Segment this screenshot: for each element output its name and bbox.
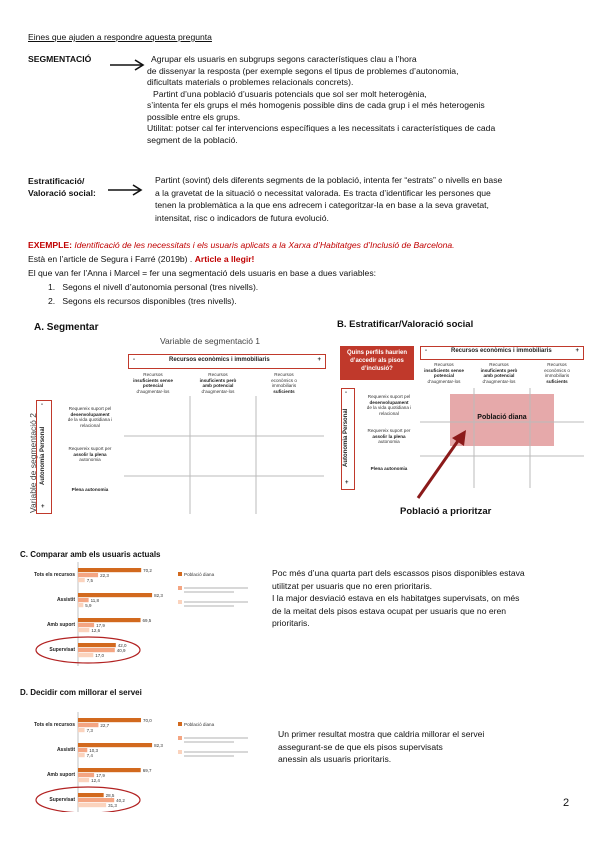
bar-value-label: 11,8 <box>90 597 100 603</box>
bar-value-label: 12,6 <box>91 627 101 633</box>
resources-header-box: - Recursos econòmics i immobiliaris + <box>420 346 584 360</box>
bar-value-label: 17,0 <box>95 652 105 658</box>
figure-d-title: D. Decidir com millorar el servei <box>20 688 142 697</box>
col-header: Recursos econòmics o immobiliaris suficients <box>544 362 570 384</box>
example-line: EXEMPLE: Identificació de les necessitats i els usuaris aplicats a la Xarxa d’Habitatges d’Inclusió de Barcelona. <box>28 240 455 250</box>
bar <box>78 728 85 732</box>
variable-2-label: Variable de segmentació 2 <box>28 412 38 514</box>
bar-value-label: 69,5 <box>142 617 152 623</box>
category-label: Tots els recursos <box>33 722 75 728</box>
category-label: Assistit <box>56 747 75 753</box>
bar-value-label: 7,4 <box>86 752 93 758</box>
bar <box>78 593 152 597</box>
category-label: Amb suport <box>46 772 75 778</box>
bar-value-label: 40,9 <box>116 647 126 653</box>
bar-value-label: 22,3 <box>100 572 109 578</box>
category-label: Amb suport <box>46 622 75 628</box>
bar <box>78 753 85 757</box>
bar <box>78 723 98 727</box>
bar-value-label: 7,5 <box>86 577 94 583</box>
bar-value-label: 17,9 <box>96 772 105 778</box>
autonomy-header-box: - Autonomia Personal + <box>341 388 355 490</box>
bar <box>78 618 141 622</box>
bar <box>78 773 94 777</box>
bar-value-label: 12,4 <box>91 777 100 783</box>
bar-value-label: 5,9 <box>85 602 92 608</box>
segmentation-grid <box>124 396 324 514</box>
bar-value-label: 10,3 <box>89 747 99 753</box>
bar <box>78 603 83 607</box>
estratificacio-definition: Partint (sovint) dels diferents segments de la població, intenta fer “estrats” o nivells en base a la gravetat de la situació o necessitat valorada. Es tracta d’identificar les persones que tenen la problemàtica a la que ens adrecem i categoritzar-la en base a la seva gravetat, intensitat, risc o indicadors de futura evolució. <box>155 175 503 223</box>
legend-swatch <box>178 600 182 604</box>
right-arrow-icon <box>106 183 146 197</box>
variable-1-label: Variable de segmentació 1 <box>160 336 261 346</box>
category-label: Tots els recursos <box>33 572 75 578</box>
legend-swatch <box>178 572 182 576</box>
segmentacio-definition: Agrupar els usuaris en subgrups segons característiques clau a l’hora de dissenyar la resposta (per exemple segons el tipus de problemes d’autonomia, dificultats materials o problemes relacionals concrets). Partint d’una població d’usuaris potencials que sol ser molt heterogènia, s’intenta fer els grups el més homogenis possible dins de cada grup i el més heterogenis possible entre els grups. Utilitat: potser cal fer intervencions específiques a les necessitats i característiques de cada segment de la població. <box>147 54 496 145</box>
bar-value-label: 69,7 <box>142 767 152 773</box>
row-header: Plena autonomia <box>71 487 109 492</box>
category-label: Assistit <box>56 597 75 603</box>
bar <box>78 598 89 602</box>
figure-d-text: Un primer resultat mostra que caldria millorar el servei assegurant-se de que els pisos supervisats anessin als usuaris prioritaris. <box>278 729 485 764</box>
list-item: 1. Segons el nivell d’autonomia personal (tres nivells). <box>48 282 259 292</box>
figure-a-title: A. Segmentar <box>34 322 99 333</box>
valoracio-term: Valoració social: <box>28 188 96 198</box>
row-header: Requereix suport per assolir la plena autonomia <box>68 446 112 463</box>
chart-d <box>18 712 268 812</box>
category-label: Supervisat <box>49 797 75 803</box>
list-item: 2. Segons els recursos disponibles (tres nivells). <box>48 296 237 306</box>
bar <box>78 573 98 577</box>
section-heading: Eines que ajuden a respondre aquesta pregunta <box>28 32 212 42</box>
bar <box>78 778 89 782</box>
bar <box>78 793 104 797</box>
col-header: Recursos insuficients però amb potencial d’augmentar-los <box>480 362 518 384</box>
bar <box>78 718 141 722</box>
autonomy-header-box: - Autonomia Personal + <box>36 400 52 514</box>
resources-header-box: - Recursos econòmics i immobiliaris + <box>128 354 326 369</box>
right-arrow-icon <box>108 58 148 72</box>
bar-value-label: 28,5 <box>105 792 115 798</box>
bar-value-label: 70,0 <box>143 717 152 723</box>
prioritize-label: Població a prioritzar <box>400 506 492 517</box>
estratificacio-term: Estratificació/ <box>28 176 85 186</box>
chart-c <box>18 562 268 672</box>
bar <box>78 803 106 807</box>
target-population-label: Població diana <box>477 414 527 421</box>
row-header: Requereix suport per assolir la plena autonomia <box>367 428 411 445</box>
question-box: Quins perfils haurien d’accedir als pisos d’inclusió? <box>340 346 414 380</box>
bar <box>78 578 85 582</box>
bar-value-label: 70,2 <box>143 567 152 573</box>
up-arrow-icon <box>412 430 472 502</box>
legend-label: Població diana <box>184 722 215 727</box>
row-header: Plena autonomia <box>370 466 408 471</box>
row-header: Requereix suport pel desenvolupament de la vida quotidiana i relacional <box>366 394 412 416</box>
bar-value-label: 22,7 <box>100 722 110 728</box>
col-header: Recursos insuficients però amb potencial d’augmentar-los <box>199 372 237 394</box>
bar <box>78 743 152 747</box>
bar <box>78 653 93 657</box>
bar-value-label: 82,3 <box>154 742 163 748</box>
legend-swatch <box>178 736 182 740</box>
bar <box>78 568 141 572</box>
page-number: 2 <box>563 797 570 809</box>
bar-value-label: 7,3 <box>86 727 93 733</box>
row-header: Requereix suport pel desenvolupament de la vida quotidiana i relacional <box>67 406 113 428</box>
bar-value-label: 31,3 <box>108 802 117 808</box>
legend-swatch <box>178 586 182 590</box>
source-line: Està en l’article de Segura i Farré (2019b) . Article a llegir! <box>28 254 255 264</box>
bar <box>78 748 87 752</box>
bar <box>78 768 141 772</box>
bar-value-label: 17,9 <box>96 622 105 628</box>
bar <box>78 798 114 802</box>
figure-c-text: Poc més d’una quarta part dels escassos pisos disponibles estava utilitzat per usuaris que no eren prioritaris. I la major desviació estava en els habitatges supervisats, on més de la meitat dels pisos estava ocupat per usuaris que no eren prioritaris. <box>272 568 525 628</box>
figure-b-title: B. Estratificar/Valoració social <box>337 319 474 330</box>
bar <box>78 648 115 652</box>
legend-swatch <box>178 750 182 754</box>
bar <box>78 643 116 647</box>
bar-value-label: 40,2 <box>116 797 125 803</box>
col-header: Recursos insuficients sense potencial d’augmentar-los <box>424 362 464 384</box>
article-link[interactable]: Article a llegir! <box>194 254 255 264</box>
bar <box>78 628 89 632</box>
segmentacio-term: SEGMENTACIÓ <box>28 54 92 64</box>
bar-value-label: 42,0 <box>117 642 127 648</box>
col-header: Recursos insuficients sense potencial d’augmentar-los <box>133 372 173 394</box>
figure-c-title: C. Comparar amb els usuaris actuals <box>20 550 161 559</box>
bar-value-label: 82,3 <box>154 592 163 598</box>
legend-label: Població diana <box>184 572 215 577</box>
legend-swatch <box>178 722 182 726</box>
bar <box>78 623 94 627</box>
example-intro: El que van fer l’Anna i Marcel = fer una segmentació dels usuaris en base a dues variables: <box>28 268 377 278</box>
category-label: Supervisat <box>49 647 75 653</box>
col-header: Recursos econòmics o immobiliaris suficients <box>271 372 297 394</box>
